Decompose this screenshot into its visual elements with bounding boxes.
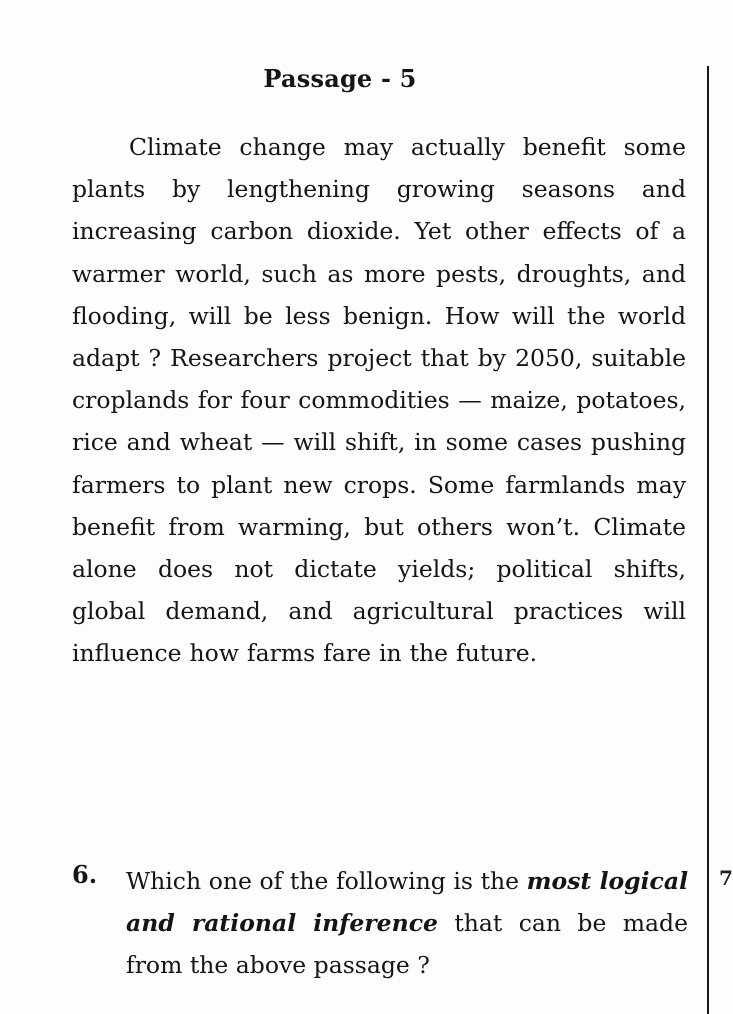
question-emphasis: most logical and rational inference bbox=[126, 867, 689, 938]
column-divider bbox=[707, 66, 709, 1014]
question-text-end: that can be made from the above passage ? bbox=[126, 909, 688, 980]
question-text-start: Which one of the following is the bbox=[126, 867, 527, 895]
next-column-edge-mark: 7 bbox=[719, 866, 733, 890]
passage-title: Passage - 5 bbox=[263, 64, 417, 93]
question-number: 6. bbox=[72, 860, 98, 889]
question-text bbox=[126, 860, 688, 987]
passage-text: Climate change may actually benefit some plants by lengthening growing seasons and increasing carbon dioxide. Yet other effects of a warmer world, such as more pests, droughts, and flooding, will be less benign. How will the world adapt ? Researchers project that by 2050, suitable croplands for four commodities — maize, potatoes, rice and wheat — will shift, in some cases pushing farmers to plant new crops. Some farmlands may benefit from warming, but others won’t. Climate alone does not dictate yields; political shifts, global demand, and agricultural practices will influence how farms fare in the future. bbox=[72, 133, 686, 668]
